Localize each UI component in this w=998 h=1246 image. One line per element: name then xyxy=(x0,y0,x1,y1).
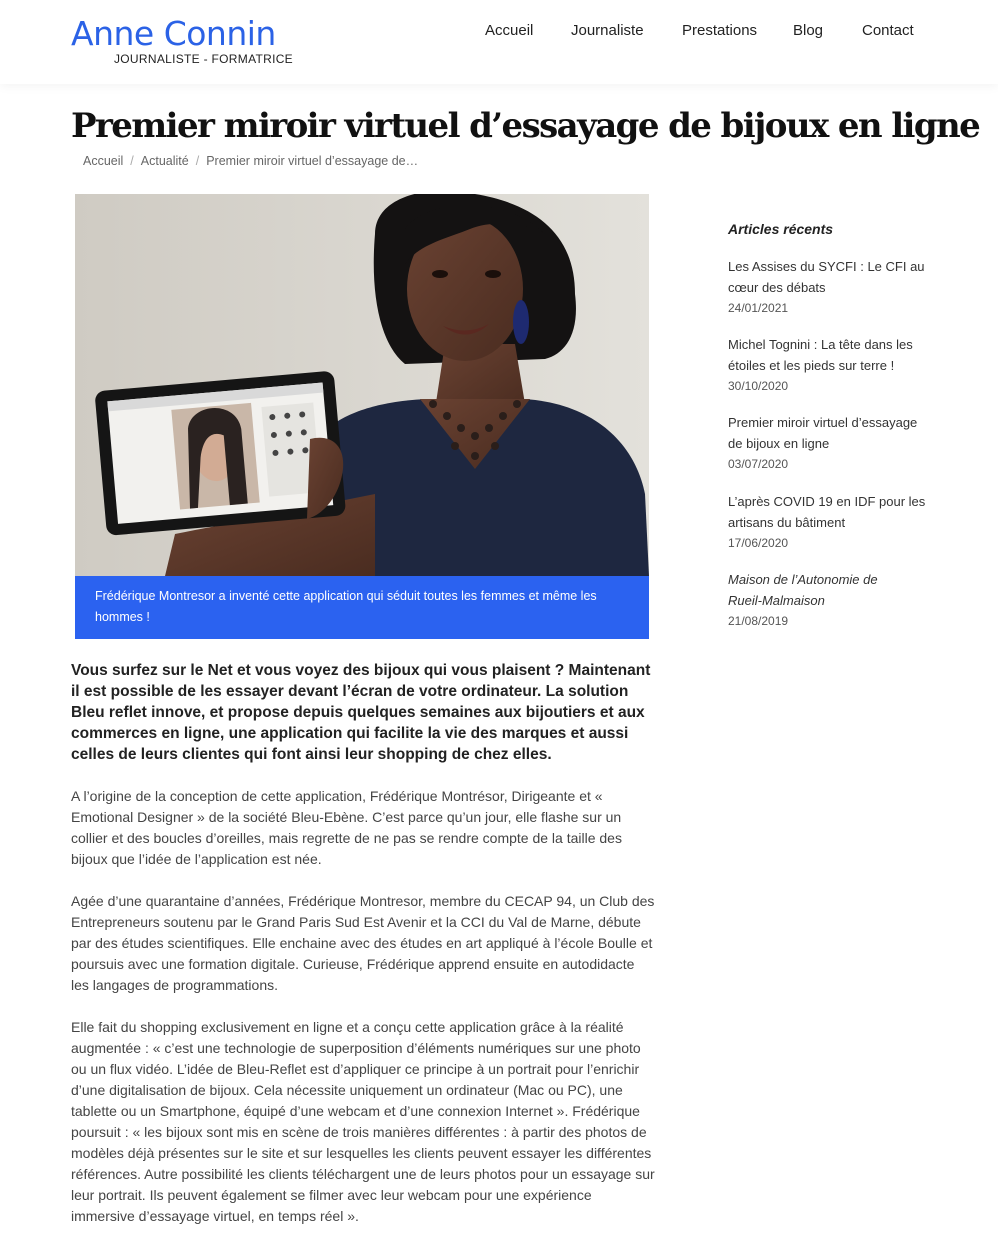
nav-item-blog[interactable]: Blog xyxy=(793,22,824,39)
breadcrumb-current: Premier miroir virtuel d’essayage de… xyxy=(206,154,419,168)
article-photo xyxy=(75,194,649,576)
page-title: Premier miroir virtuel d’essayage de bijoux en ligne xyxy=(71,106,980,146)
sidebar-title: Articles récents xyxy=(728,221,834,237)
nav-item-accueil[interactable]: Accueil xyxy=(485,22,534,39)
article-figure xyxy=(75,194,649,639)
recent-article-link[interactable]: Michel Tognini : La tête dans les étoiles et les pieds sur terre ! xyxy=(728,337,913,373)
recent-article-item xyxy=(728,491,928,554)
recent-article-link[interactable]: L’après COVID 19 en IDF pour les artisans du bâtiment xyxy=(728,494,926,530)
recent-article-date: 30/10/2020 xyxy=(728,379,789,393)
nav-item-contact[interactable]: Contact xyxy=(862,22,914,39)
recent-article-link[interactable]: Les Assises du SYCFI : Le CFI au cœur des débats xyxy=(728,259,925,295)
recent-article-item xyxy=(728,256,928,319)
site-header xyxy=(0,0,998,84)
photo-caption: Frédérique Montresor a inventé cette application qui séduit toutes les femmes et même les hommes ! xyxy=(75,576,649,639)
site-logo[interactable] xyxy=(71,14,291,70)
breadcrumb-separator: / xyxy=(130,154,134,168)
nav-item-journaliste[interactable]: Journaliste xyxy=(571,22,644,39)
breadcrumb-separator: / xyxy=(195,154,200,168)
recent-article-link[interactable]: Premier miroir virtuel d’essayage de bijoux en ligne xyxy=(728,415,918,451)
site-tagline: JOURNALISTE - FORMATRICE xyxy=(114,52,293,66)
article-paragraph: Elle fait du shopping exclusivement en ligne et a conçu cette application grâce à la réalité augmentée : « c’est une technologie de superposition d’éléments numériques sur une photo ou un flux vidéo. L’idée de Bleu-Reflet est d’appliquer ce principe à un portrait pour l’enrichir d’une digitalisation de bijoux. Cela nécessite uniquement un ordinateur (Mac ou PC), une tablette ou un Smartphone, équipé d’une webcam et d’une connexion Internet ». Frédérique poursuit : « les bijoux sont mis en scène de trois manières différentes : à partir des photos de modèles déjà présentes sur le site et sur lesquelles les clients peuvent essayer les différentes références. Autre possibilité les clients téléchargent une de leurs photos pour un essayage sur leur portrait. Ils peuvent également se filmer avec leur webcam pour une expérience immersive d’essayage virtuel, en temps réel ». xyxy=(71,1019,655,1224)
recent-article-date: 17/06/2020 xyxy=(728,536,789,550)
recent-article-item xyxy=(728,334,928,397)
article-lead: Vous surfez sur le Net et vous voyez des bijoux qui vous plaisent ? Maintenant il est possible de les essayer devant l’écran de votre ordinateur. La solution Bleu reflet innove, et propose depuis quelques semaines aux bijoutiers et aux commerces en ligne, une application qui facilite la vie des marques et aussi celles de leurs clientes qui font ainsi leur shopping de chez elles. xyxy=(71,662,651,763)
article-paragraph: A l’origine de la conception de cette application, Frédérique Montrésor, Dirigeante et « Emotional Designer » de la société Bleu-Ebène. C’est parce qu’un jour, elle flashe sur un collier et des boucles d’oreilles, mais regrette de ne pas se rendre compte de la taille des bijoux que l’idée de l’application est née. xyxy=(71,788,622,867)
breadcrumb xyxy=(83,152,418,170)
breadcrumb-home[interactable]: Accueil xyxy=(83,154,124,168)
portrait-illustration xyxy=(75,194,649,576)
recent-article-link[interactable]: Maison de l’Autonomie de Rueil-Malmaison xyxy=(728,572,878,608)
recent-article-date: 03/07/2020 xyxy=(728,457,789,471)
breadcrumb-category[interactable]: Actualité xyxy=(140,154,189,168)
article-paragraph: Agée d’une quarantaine d’années, Frédérique Montresor, membre du CECAP 94, un Club des Entrepreneurs soutenu par le Grand Paris Sud Est Avenir et la CCI du Val de Marne, débute par des études scientifiques. Elle enchaine avec des études en art appliqué à l’école Boulle et poursuis avec une formation digitale. Curieuse, Frédérique apprend ensuite en autodidacte les langages de programmations. xyxy=(71,893,655,993)
recent-article-date: 21/08/2019 xyxy=(728,614,789,628)
recent-article-date: 24/01/2021 xyxy=(728,301,789,315)
site-name: Anne Connin xyxy=(71,14,276,53)
nav-item-prestations[interactable]: Prestations xyxy=(682,22,758,39)
recent-article-item xyxy=(728,412,928,475)
recent-article-item xyxy=(728,569,878,632)
